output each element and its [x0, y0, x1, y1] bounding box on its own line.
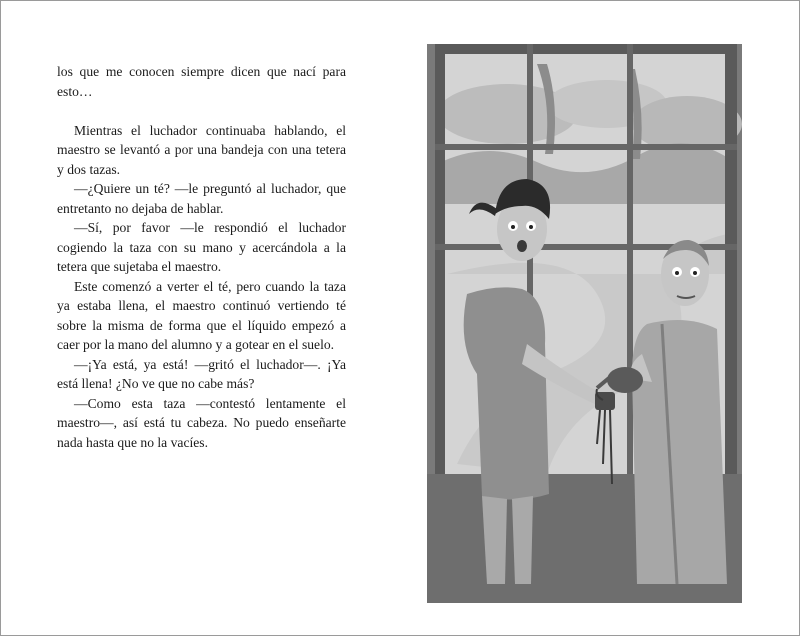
paragraph-2: Mientras el luchador continuaba hablando, el maestro se levantó a por una bandeja con una tetera y dos tazas.	[57, 122, 346, 177]
paragraph-3: —¿Quiere un té? —le preguntó al luchador, que entretanto no dejaba de hablar.	[57, 181, 346, 216]
tea-scene-illustration	[427, 44, 742, 603]
paragraph-5: Este comenzó a verter el té, pero cuando la taza ya estaba llena, el maestro continuó vertiendo té sobre la misma de forma que el líquido empezó a caer por la mano del alumno y a gotear en el suelo.	[57, 278, 346, 352]
paragraph-6: —¡Ya está, ya está! —gritó el luchador—. ¡Ya está llena! ¿No ve que no cabe más?	[57, 356, 346, 391]
illustration-panel	[427, 44, 742, 603]
left-page-text	[57, 62, 346, 452]
paragraph-4: —Sí, por favor —le respondió el luchador cogiendo la taza con su mano y acercándola a la tetera que sujetaba el maestro.	[57, 220, 346, 274]
window-frame-crossbar	[435, 144, 737, 150]
window-frame-mullion	[627, 44, 633, 484]
paragraph-1: los que me conocen siempre dicen que nací para esto…	[57, 64, 346, 99]
paragraph-7: —Como esta taza —contestó lentamente el maestro—, así está tu cabeza. No puedo enseñarte nada hasta que no la vacíes.	[57, 395, 346, 450]
window-frame-top	[435, 44, 737, 54]
